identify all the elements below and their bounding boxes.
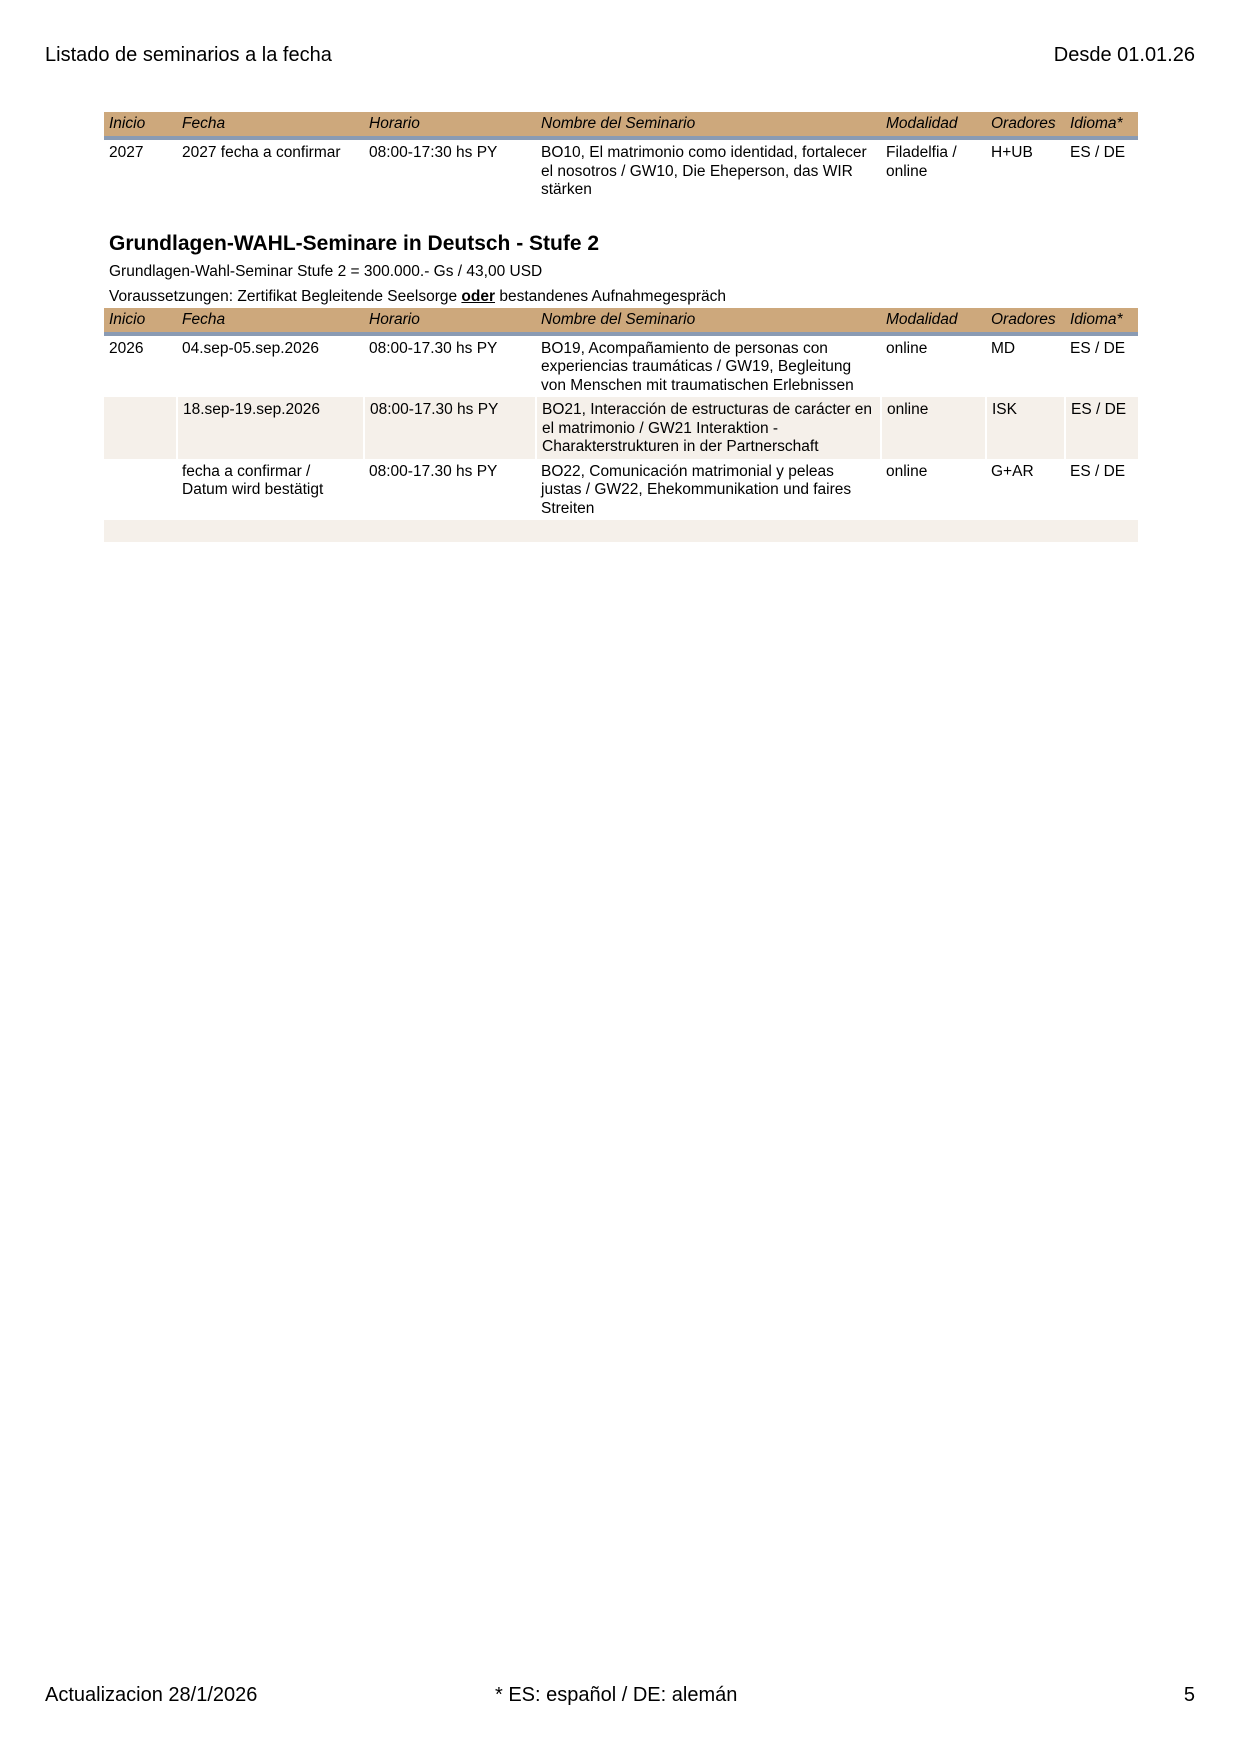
seminar-table-1 (104, 112, 1138, 202)
cell-modalidad: online (886, 339, 928, 357)
page-number: 5 (1183, 1684, 1195, 1706)
cell-oradores: MD (991, 339, 1016, 357)
cell-oradores: ISK (986, 397, 1065, 459)
page-footer (45, 1684, 1195, 1710)
cell-oradores: H+UB (991, 144, 1033, 161)
table-row (104, 459, 1138, 521)
table-row (104, 334, 1138, 398)
cell-idioma: ES / DE (1070, 144, 1126, 161)
cell-idioma: ES / DE (1070, 462, 1126, 480)
table-header-row (104, 308, 1138, 334)
col-header-nombre: Nombre del Seminario (536, 308, 881, 334)
cell-nombre: BO22, Comunicación matrimonial y peleas justas / GW22, Ehekommunikation und faires Streiten (541, 462, 852, 517)
cell-idioma: ES / DE (1070, 339, 1126, 357)
cell-horario: 08:00-17.30 hs PY (364, 397, 536, 459)
table-row (104, 397, 1138, 459)
cell-fecha: 2027 fecha a confirmar (182, 144, 341, 161)
update-date: Actualizacion 28/1/2026 (45, 1684, 258, 1706)
cell-idioma: ES / DE (1065, 397, 1138, 459)
cell-nombre: BO21, Interacción de estructuras de carácter en el matrimonio / GW21 Interaktion - Charakterstrukturen in der Partnerschaft (536, 397, 881, 459)
col-header-nombre: Nombre del Seminario (536, 112, 881, 138)
cell-fecha: 18.sep-19.sep.2026 (177, 397, 364, 459)
col-header-horario: Horario (364, 308, 536, 334)
since-date: Desde 01.01.26 (1053, 44, 1195, 66)
col-header-inicio: Inicio (104, 112, 177, 138)
cell-modalidad: online (886, 462, 928, 480)
col-header-fecha: Fecha (177, 308, 364, 334)
content (104, 112, 1138, 542)
cell-horario: 08:00-17.30 hs PY (369, 339, 498, 357)
col-header-modalidad: Modalidad (881, 112, 986, 138)
cell-inicio (104, 459, 177, 521)
col-header-modalidad: Modalidad (881, 308, 986, 334)
table-header-row (104, 112, 1138, 138)
table-row (104, 138, 1138, 202)
cell-nombre: BO19, Acompañamiento de personas con experiencias traumáticas / GW19, Begleitung von Menschen mit traumatischen Erlebnissen (541, 339, 854, 394)
seminar-table-2 (104, 308, 1138, 543)
cell-inicio: 2026 (109, 339, 144, 357)
cell-horario: 08:00-17:30 hs PY (369, 144, 498, 161)
col-header-idioma: Idioma* (1065, 308, 1138, 334)
language-legend: * ES: español / DE: alemán (495, 1684, 738, 1706)
col-header-horario: Horario (364, 112, 536, 138)
page-header (45, 44, 1195, 67)
requirements-text-end: bestandenes Aufnahmegespräch (499, 287, 726, 305)
cell-oradores: G+AR (991, 462, 1034, 480)
col-header-oradores: Oradores (986, 308, 1065, 334)
cell-nombre: BO10, El matrimonio como identidad, fortalecer el nosotros / GW10, Die Eheperson, das WIR stärken (541, 144, 867, 198)
price-line: Grundlagen-Wahl-Seminar Stufe 2 = 300.000.- Gs / 43,00 USD (109, 262, 543, 280)
empty-cell (104, 520, 1138, 542)
requirements-text: Voraussetzungen: Zertifikat Begleitende Seelsorge (109, 287, 458, 305)
empty-row (104, 520, 1138, 542)
cell-horario: 08:00-17.30 hs PY (369, 462, 498, 480)
col-header-inicio: Inicio (104, 308, 177, 334)
cell-inicio: 2027 (109, 144, 144, 161)
cell-modalidad: Filadelfia / online (886, 144, 957, 180)
cell-fecha: fecha a confirmar / Datum wird bestätigt (182, 462, 324, 498)
cell-inicio (104, 397, 177, 459)
col-header-idioma: Idioma* (1065, 112, 1138, 138)
requirements-line (109, 288, 1138, 306)
section-title: Grundlagen-WAHL-Seminare in Deutsch - Stufe 2 (109, 231, 600, 255)
col-header-fecha: Fecha (177, 112, 364, 138)
document-title: Listado de seminarios a la fecha (45, 44, 332, 66)
cell-modalidad: online (881, 397, 986, 459)
col-header-oradores: Oradores (986, 112, 1065, 138)
requirements-emphasis: oder (461, 287, 496, 305)
cell-fecha: 04.sep-05.sep.2026 (182, 339, 320, 357)
